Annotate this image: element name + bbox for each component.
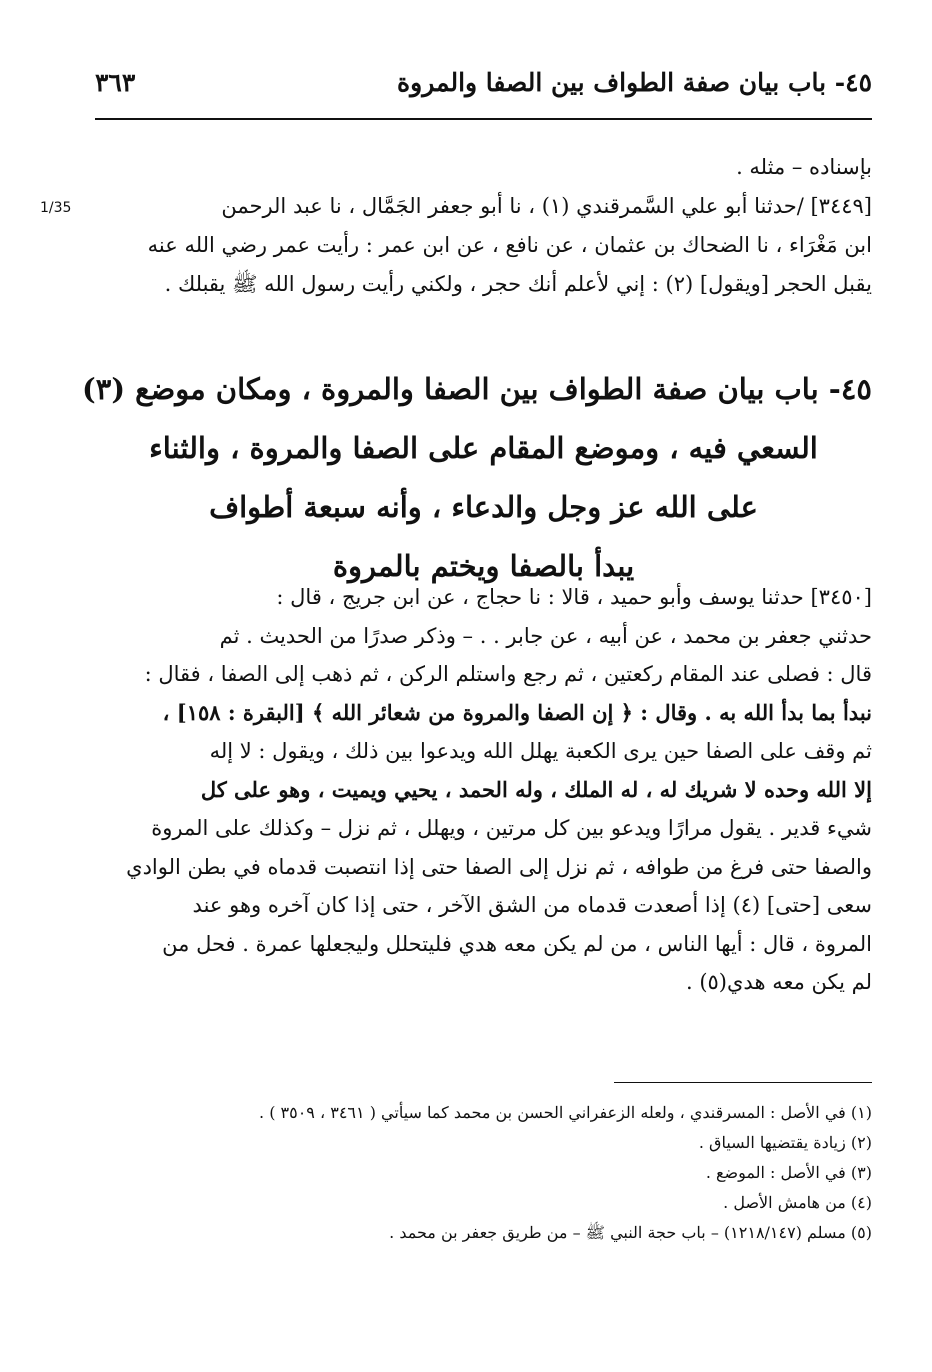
text-line: إلا الله وحده لا شريك له ، له الملك ، وله الحمد ، يحيي ويميت ، وهو على كل [200,776,872,802]
page-header [95,68,872,110]
footnote-rule [614,1082,872,1083]
text-line: ثم وقف على الصفا حين يرى الكعبة يهلل الله ويدعوا بين ذلك ، ويقول : لا إله [209,739,872,763]
running-title: ٤٥- باب بيان صفة الطواف بين الصفا والمروة [397,68,872,97]
header-rule [95,118,872,120]
footnote: (٢) زيادة يقتضيها السياق . [698,1133,872,1152]
hadith-3449-block [95,148,872,304]
chapter-heading [82,360,872,596]
footnotes [95,1098,872,1248]
text-line: يقبل الحجر [ويقول] (٢) : إني لأعلم أنك حجر ، ولكني رأيت رسول الله ﷺ يقبلك . [164,272,872,296]
heading-line: السعي فيه ، وموضع المقام على الصفا والمروة ، والثناء [149,431,818,465]
text-line: حدثني جعفر بن محمد ، عن أبيه ، عن جابر . . – وذكر صدرًا من الحديث . ثم [219,623,872,648]
heading-line: على الله عز وجل والدعاء ، وأنه سبعة أطواف [209,490,758,524]
heading-line: ٤٥- باب بيان صفة الطواف بين الصفا والمروة ، ومكان موضع (٣) [82,372,872,406]
footnote: (٥) مسلم (١٢١٨/١٤٧) – باب حجة النبي ﷺ – من طريق جعفر بن محمد . [389,1223,872,1242]
text-line: المروة ، قال : أيها الناس ، من لم يكن معه هدي فليتحلل وليجعلها عمرة . فحل من [162,931,872,956]
text-line: والصفا حتى فرغ من طوافه ، ثم نزل إلى الصفا حتى إذا انتصبت قدماه في بطن الوادي [126,854,872,879]
footnote: (١) في الأصل : المسرقندي ، ولعله الزعفراني الحسن بن محمد كما سيأتي ( ٣٤٦١ ، ٣٥٠٩ ) . [259,1103,872,1122]
text-line: [٣٤٥٠] حدثنا يوسف وأبو حميد ، قالا : نا حجاج ، عن ابن جريج ، قال : [276,585,872,609]
text-line: [٣٤٤٩] /حدثنا أبو علي السَّمرقندي (١) ، نا أبو جعفر الجَمَّال ، نا عبد الرحمن [221,194,872,218]
text-line: نبدأ بما بدأ الله به . وقال : ﴿ إن الصفا والمروة من شعائر الله ﴾ [البقرة : ١٥٨] ، [162,699,872,725]
footnote: (٤) من هامش الأصل . [723,1193,872,1212]
footnote: (٣) في الأصل : الموضع . [705,1163,872,1182]
text-line: ابن مَغْرَاء ، نا الضحاك بن عثمان ، عن نافع ، عن ابن عمر : رأيت عمر رضي الله عنه [147,233,872,257]
heading-line: يبدأ بالصفا ويختم بالمروة [332,549,635,583]
page-number: ٣٦٣ [95,68,136,97]
text-line: لم يكن معه هدي(٥) . [685,970,872,994]
text-line: شيء قدير . يقول مرارًا ويدعو بين كل مرتين ، ويهلل ، ثم نزل – وكذلك على المروة [151,816,872,840]
text-line: بإسناده – مثله . [736,155,872,179]
hadith-3450-block [95,578,872,1002]
text-line: سعى [حتى] (٤) إذا أصعدت قدماه من الشق الآخر ، حتى إذا كان آخره وهو عند [192,893,872,917]
text-line: قال : فصلى عند المقام ركعتين ، ثم رجع واستلم الركن ، ثم ذهب إلى الصفا ، فقال : [144,662,872,686]
margin-reference: 1/35 [40,200,72,216]
